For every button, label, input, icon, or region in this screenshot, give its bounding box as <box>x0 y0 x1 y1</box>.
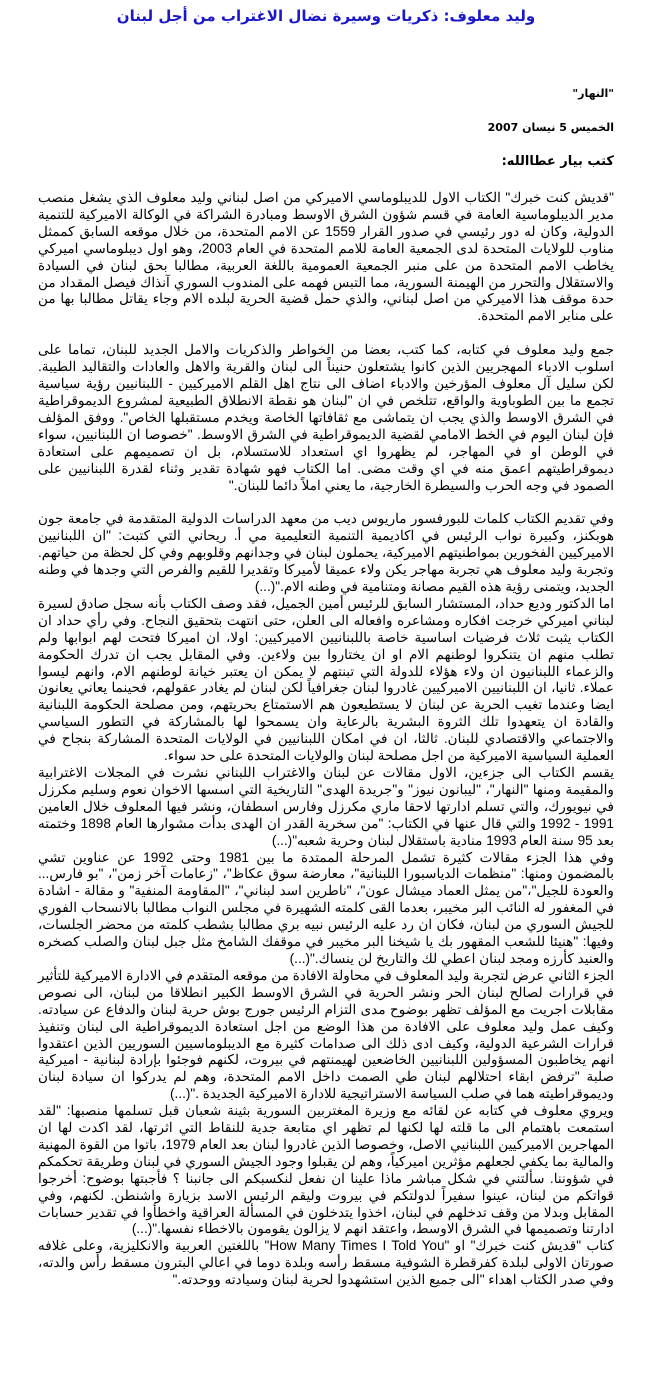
paragraph: "قديش كنت خبرك" الكتاب الاول للديبلوماسي الاميركي من اصل لبناني وليد معلوف الذي يشغل منصب مدير الديبلوماسية العامة في قسم شؤون الشرق الاوسط ومبادرة الشراكة في الوكالة الاميركية للتنمية الدولية، وكان له دور رئيسي في صدور القرار 1559 عن الامم المتحدة، من خلال موقعه السابق كممثل مناوب للولايات المتحدة لدى الجمعية العامة للامم المتحدة في العام 2003، وهو اول ديبلوماسي اميركي يخاطب الامم المتحدة من على منبر الجمعية العمومية باللغة العربية، مطالبا بحق لبنان في السيادة والاستقلال والتحرر من الهيمنة السورية، مما التبس فهمه على المندوب السوري آنذاك فيصل المقداد من حدة موقف هذا الاميركي من اصل لبناني، والذي حمل قضية الحرية لبلده الام وجاء يقاتل مطالبا بها من على منابر الامم المتحدة. <box>38 190 614 324</box>
paragraph: ويروي معلوف في كتابه عن لقائه مع وزيرة المغتربين السورية بثينة شعبان قبل تسلمها منصبها: "لقد استمعت باهتمام الى ما قلته لها لكنها لم تظهر اي متابعة جدية للنقاط التي اثرتها، لقد اكدت لها ان المهاجرين الاميركيين اللبنانيي الاصل، وخصوصا الذين غادروا لبنان بعد العام 1979، باتوا من القوة المهنية والمالية بما يكفي لجعلهم مؤثرين اميركياً، وهم لن يقبلوا وجود الجيش السوري في لبنان وطريقة تحكمكم في شؤوننا. سألتني في شكل مباشر ماذا علينا ان نفعل لنكسبكم الى جانبنا ؟ فأجبتها بوضوح: أخرجوا قواتكم من لبنان، عينوا سفيراً لدولتكم في بيروت وليقم الرئيس الاسد بزيارة واشنطن. لكنهم، وفي المقابل وبدلا من وقف تدخلهم في لبنان، اخذوا يتدخلون في المسألة العراقية واخطأوا في تقدير حسابات ادارتنا وتصميمها في الشرق الاوسط، واعتقد انهم لا يزالون يقومون بالاخطاء نفسها."(...) <box>38 1103 614 1237</box>
article-title: وليد معلوف: ذكريات وسيرة نضال الاغتراب من أجل لبنان <box>116 7 536 25</box>
article-date: الخميس 5 نيسان 2007 <box>487 121 614 134</box>
paragraph: يقسم الكتاب الى جزءين، الاول مقالات عن لبنان والاغتراب اللبناني نشرت في المجلات الاغترابية والمقيمة ومنها "النهار"، "ليبانون نيوز" و"جريدة الهدى" التاريخية التي اسسها الاخوان نعوم وسليم مكرزل في نيويورك، والتي تسلم ادارتها لاحقا ماري مكرزل وفارس اسطفان، ونشر فيها المعلوف خلال العامين 1991 - 1992 والتي قال عنها في الكتاب: "من سخرية القدر ان الهدى بدأت مشوارها العام 1898 وختمته بعد 95 سنة العام 1993 منادية باستقلال لبنان وحرية شعبه"(...) <box>38 765 614 848</box>
paragraph: اما الدكتور وديع حداد، المستشار السابق للرئيس أمين الجميل، فقد وصف الكتاب بأنه سجل صادق لسيرة لبناني اميركي خرجت افكاره ومشاعره وافعاله الى العلن، حتى انتهت بتحقيق النجاح. وفي رأي حداد ان الكتاب يثبت ثلاث فرضيات اساسية خاصة باللبنانيين الاميركيين: اولا، ان اميركا فتحت لهم ابوابها ولم تطلب منهم ان يتنكروا لوطنهم الام او ان يختاروا بين ولاءين. وفي المقابل يجب ان تدرك الحكومة والزعماء اللبنانيون ان ولاء هؤلاء للدولة التي تبنتهم لا يمكن ان يعتبر خيانة لوطنهم الام، وانهم ليسوا عملاء. ثانيا، ان اللبنانيين الاميركيين غادروا لبنان جغرافياً لكن لبنان لم يغادر عقولهم، فحينما يعاني يعانون ايضا وعندما تغيب الحرية عن لبنان لا يستطيعون هم الاستمتاع بحريتهم، ومن مصلحة الحكومة اللبنانية والقادة ان يتعهدوا تلك الثروة البشرية بالرعاية وان يسمحوا لها بالمشاركة في التطور السياسي والاجتماعي والاقتصادي للبنان. ثالثا، ان في امكان اللبنانيين في الولايات المتحدة المشاركة بنجاح في العملية السياسية الاميركية من اجل مصلحة لبنان والولايات المتحدة على حد سواء. <box>38 595 615 764</box>
article-byline: كتب بيار عطاالله: <box>501 154 614 169</box>
article-body <box>38 190 614 1289</box>
article-source: "النهار" <box>572 87 614 100</box>
paragraph: جمع وليد معلوف في كتابه، كما كتب، بعضا من الخواطر والذكريات والامل الجديد للبنان، تماما على اسلوب الادباء المهجريين الذين كانوا يشتعلون حنيناً الى لبنان والقرية والاهل والعادات والتقاليد الطيبة. لكن سليل آل معلوف المؤرخين والادباء اضاف الى نتاج اهل القلم الاميركيين - اللبنانيين رؤية سياسية تجمع ما بين الطوباوية والواقع، تتلخص في ان "لبنان هو نقطة الانطلاق الطبيعية لمشروع الديموقراطية في الشرق الاوسط والذي يجب ان يتماشى مع ثقافاتها الخاصة ويخدم مستقبلها الخاص". ووفق المؤلف فإن لبنان اليوم في الخط الامامي لقضية الديموقراطية في الشرق الاوسط. "خصوصا ان اللبنانيين، سواء في الوطن او في المهاجر، لم يظهروا اي استعداد للاستسلام، بل ان تصميمهم على استعادة ديموقراطيتهم اعمق منه في اي وقت مضى. اما الكتاب فهو شهادة تقدير وثناء لقدرة اللبنانيين على الصمود في وجه الحرب والسيطرة الخارجية، ما يعني املاً دائما للبنان." <box>38 342 614 493</box>
paragraph: وفي هذا الجزء مقالات كثيرة تشمل المرحلة الممتدة ما بين 1981 وحتى 1992 عن عناوين تشي بالمضمون ومنها: "منظمات الدياسبورا اللبنانية"، معارضة سوق عكاظ"، "زعامات آخر زمن"، "بو فارس... والعودة للجيل"،"من يمثل العماد ميشال عون"، "ناطرين اسد لبناني"، "المقاومة المنفية" و مقالة - اشادة في المغفور له النائب البر مخيبر، بعدما القى كلمته الشهيرة في مجلس النواب مطالبا بالانسحاب الفوري للجيش السوري من لبنان، فكان ان رد عليه الرئيس نبيه بري مطالبا بشطب كلمته من محضر الجلسات، وفيها: "هنيئا للشعب المقهور بك يا شيخنا البر مخيبر في موقفك الشامخ مثل جبل لبنان والصلب كصخره والعنيد كأرزه ومجد لبنان اعطي لك والتاريخ لن ينساك."(...) <box>38 849 614 966</box>
paragraph: الجزء الثاني عرض لتجربة وليد المعلوف في محاولة الافادة من موقعه المتقدم في الادارة الاميركية للتأثير في قرارات لصالح لبنان الحر ونشر الحرية في الشرق الاوسط الكبير انطلاقا من لبنان، الى نصوص مقابلات اجريت مع المؤلف تظهر بوضوح مدى التزام الرئيس جورج بوش حرية لبنان والدفاع عن سيادته. وكيف عمل وليد معلوف على الافادة من هذا الوضع من اجل استعادة الديموقراطية الى لبنان وتنفيذ قرارات الشرعية الدولية، وكيف ادى ذلك الى صدامات كثيرة مع الديبلوماسيين السوريين الذين اعتقدوا انهم يخاطبون المسؤولين اللبنانيين الخاضعين لهيمنتهم في بيروت، لكنهم فوجئوا بإرادة لبنانية - اميركية صلبة "ترفض ابقاء احتلالهم لبنان طي الصمت داخل الامم المتحدة، وهم لم يدركوا ان سيادة لبنان وديموقراطيته هما في صلب السياسة الاستراتيجية للادارة الاميركية الجديدة ."(...) <box>38 967 614 1102</box>
paragraph: كتاب "قديش كنت خبرك" او "How Many Times I Told You" باللغتين العربية والانكليزية، وعلى غلافه صورتان الاولى لبلدة كفرقطرة الشوفية مسقط رأسه وبلدة دوما في اعالي البترون مسقط رأس والدته، وفي صدر الكتاب اهداء "الى جميع الذين استشهدوا لحرية لبنان وسيادته ووحدته." <box>38 1238 614 1288</box>
paragraph: وفي تقديم الكتاب كلمات للبورفسور ماريوس ديب من معهد الدراسات الدولية المتقدمة في جامعة جون هوبكنز، وكبيرة نواب الرئيس في اكاديمية التنمية التعليمية مي أ. ريحاني التي كتبت: "ان اللبنانيين الاميركيين الفخورين بمواطنيتهم الاميركية، يحملون لبنان في وجدانهم وقلوبهم وفي كل لحظة من حياتهم. وتجربة وليد معلوف هي تجربة مهاجر يكن ولاء عميقا لأميركا وتقديرا للقيم والفرص التي وجدها في وطنه الجديد، ويتمنى رؤية هذه القيم مصانة ومتنامية في وطنه الام."(...) <box>38 511 614 595</box>
